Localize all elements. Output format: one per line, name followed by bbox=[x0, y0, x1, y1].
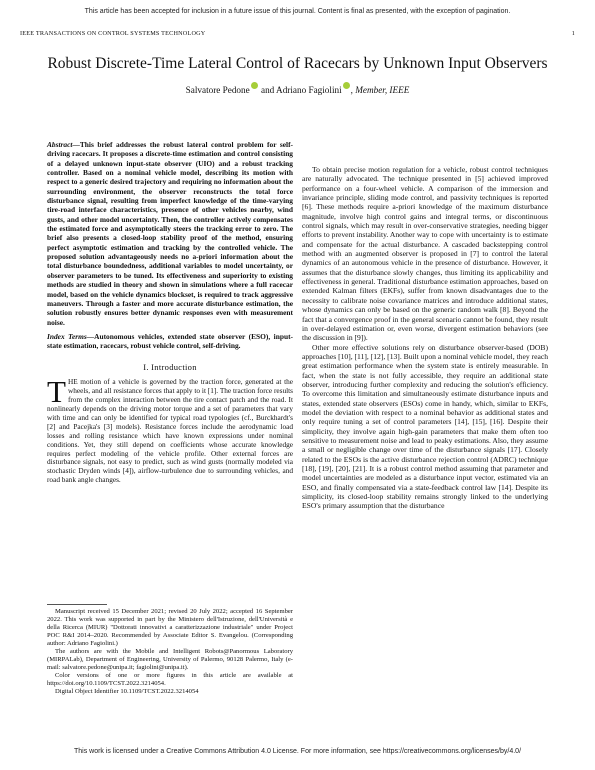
drop-cap: T bbox=[47, 374, 66, 410]
abstract-text: This brief addresses the robust lateral control problem for self-driving racecars. It proposes a discrete-time estimation and control consisting of a delayed unknown input-state observer (UIO) and a robust tracking controller. Based on a nominal vehicle model, describing its motion with respect to a generic desired trajectory and requiring no information about the surrounding environment, the observer reconstructs the total force disturbance signal, resulting from imperfect knowledge of the time-varying tire-road interface characteristics, presence of other vehicles nearby, wind gusts, and other model uncertainty. Then, the controller actively compensates the estimated force and asymptotically steers the tracking error to zero. The brief also presents a closed-loop stability proof of the method, ensuring perfect asymptotic estimation and tracking by the controlled vehicle. The proposed solution advantageously needs no a-priori information about the total disturbance boundedness, additional variables to model uncertainty, or observer parameters to be tuned. Its effectiveness and superiority to existing methods are studied in theory and shown in simulations where a full racecar model, based on the vehicle dynamics blockset, is required to track aggressive maneuvers. Through a faster and more accurate disturbance estimation, the solution robustly ensures better dynamic responses even with measurement noise. bbox=[47, 140, 293, 327]
running-header bbox=[20, 30, 575, 37]
intro-paragraph-3: Other more effective solutions rely on disturbance observer-based (DOB) approaches [10], [11], [12], [13]. Built upon a nominal vehicle model, they reach great estimation performance when the system state is entirely measurable. In fact, when the state is not fully accessible, they require an additional state observer, introducing further complexity and reducing the solution's efficiency. To overcome this limitation and simultaneously estimate disturbance inputs and states, extended state observers (ESOs) come in handy, which, similar to EKFs, model the deviation with respect to a nominal behavior as additional states and only require tuning a set of control parameters [14], [15], [16]. Despite their simplicity, they involve again high-gain parameters that make them often too sensitive to measurement noise and lead to peaky estimations. Also, they assume a small or negligible change over time of the disturbance signals [17]. Closely related to the ESOs is the active disturbance rejection control (ADRC) technique [18], [19], [20], [21]. It is a robust control method assuming that parameter and model uncertainties are modeled as a disturbance input vector, estimated via an ESO, and finally compensated via a state-feedback control law [14]. Despite its simplicity, its closed-loop stability remains strongly linked to the underlying ESO's primary assumption that the disturbance bbox=[302, 342, 548, 511]
footnotes bbox=[47, 604, 293, 697]
license-footer[interactable]: This work is licensed under a Creative Commons Attribution 4.0 License. For more information, see https://creativecommons.org/licenses/by/4.0/ bbox=[73, 748, 522, 755]
intro-paragraph-1 bbox=[47, 374, 293, 485]
author-membership: , Member, IEEE bbox=[350, 85, 410, 96]
section-heading-introduction: I. Introduction bbox=[143, 361, 197, 372]
abstract-label: Abstract— bbox=[47, 140, 80, 149]
page-number: 1 bbox=[571, 30, 575, 37]
journal-name: IEEE TRANSACTIONS ON CONTROL SYSTEMS TECHNOLOGY bbox=[20, 30, 206, 37]
author-1: Salvatore Pedone bbox=[185, 85, 250, 96]
intro-paragraph-1-text: HE motion of a vehicle is governed by the traction force, generated at the wheels, and all resistance forces that apply to it [1]. The traction force results from the complex interaction between the tire contact patch and the road. It nonlinearly depends on the driving motor torque and a set of parameters that vary with time and can only be identified for typical road typologies (cf., Burckhardt's [2] and Pacejka's [3] models). Resistance forces include the aerodynamic load losses and rolling resistance which have known expressions under nominal conditions. Yet, they still depend on coefficients whose accurate knowledge requires perfect modeling of the vehicle profile. Other external forces are disturbance signals, not easy to predict, such as wind gusts (normally modeled via stochastic Dryden winds [4]), airflow-turbulence due to surrounding vehicles, and road bank angle changes. bbox=[47, 377, 293, 485]
footnote-doi: Digital Object Identifier 10.1109/TCST.2022.3214054 bbox=[55, 688, 199, 696]
footnote-color-versions[interactable]: Color versions of one or more figures in this article are available at https://doi.org/10.1109/TCST.2022.3214054. bbox=[47, 672, 293, 688]
footnote-rule bbox=[47, 604, 107, 605]
footnote-manuscript: Manuscript received 15 December 2021; revised 20 July 2022; accepted 16 September 2022. This work was supported in part by the Ministero dell'Istruzione, dell'Università e della Ricerca (MIUR) "Dottorati innovativi a caratterizzazione industriale" under Project POC R&I 2014–2020. Recommended by Associate Editor S. Evangelou. (Corresponding author: Adriano Fagiolini.) bbox=[47, 608, 293, 648]
author-line bbox=[0, 82, 595, 95]
author-2: and Adriano Fagiolini bbox=[258, 85, 342, 96]
paper-title: Robust Discrete-Time Lateral Control of Racecars by Unknown Input Observers bbox=[47, 55, 548, 72]
right-column bbox=[302, 165, 548, 511]
acceptance-banner: This article has been accepted for inclusion in a future issue of this journal. Content is final as presented, with the exception of pagination. bbox=[84, 8, 511, 15]
intro-paragraph-2: To obtain precise motion regulation for a vehicle, robust control techniques are naturally advocated. The technique presented in [5] achieved improved performance on a four-wheel vehicle. A comparison of the immersion and invariance principle, sliding mode control, and passivity techniques is reported [6]. These methods require a-priori knowledge of the maximum disturbance magnitude, involve high control gains and integral terms, or discontinuous control signals, which may result in over-conservative strategies, needing bigger efforts to prevent instability. Another way to cope with uncertainty is to estimate and compensate for the actual disturbance. A cascaded backstepping control method with an augmented observer is proposed in [7] to control the lateral dynamics of an autonomous vehicle in the presence of disturbance. However, it assumes that the disturbance slowly changes, thus limiting its applicability and effectiveness in general. Traditional disturbance estimation approaches, based on extended Kalman filters (EKFs), suffer from known disadvantages due to the necessity to calibrate noise covariance matrices and introduce additional states, whose dynamics can only be based on the generic random walk [8]. Beyond the fact that a convergence proof in the general scenario cannot be found, they result in over-delayed estimation or, even worse, divergent estimation behaviors (see the discussion in [9]). bbox=[302, 165, 548, 343]
orcid-icon[interactable] bbox=[343, 82, 350, 89]
index-terms-label: Index Terms— bbox=[47, 331, 95, 341]
index-terms bbox=[47, 332, 293, 351]
orcid-icon[interactable] bbox=[251, 82, 258, 89]
abstract bbox=[47, 140, 293, 327]
index-terms-text: Autonomous vehicles, extended state observer (ESO), input-state estimation, racecars, robust vehicle control, self-driving. bbox=[47, 331, 293, 351]
footnote-affiliation: The authors are with the Mobile and Intelligent Robots@Panormous Laboratory (MIRPALab), Department of Engineering, University of Palermo, 90128 Palermo, Italy (e-mail: salvatore.pedone@unipa.it; fagiolini@unipa.it). bbox=[47, 648, 293, 672]
left-column bbox=[47, 140, 293, 485]
